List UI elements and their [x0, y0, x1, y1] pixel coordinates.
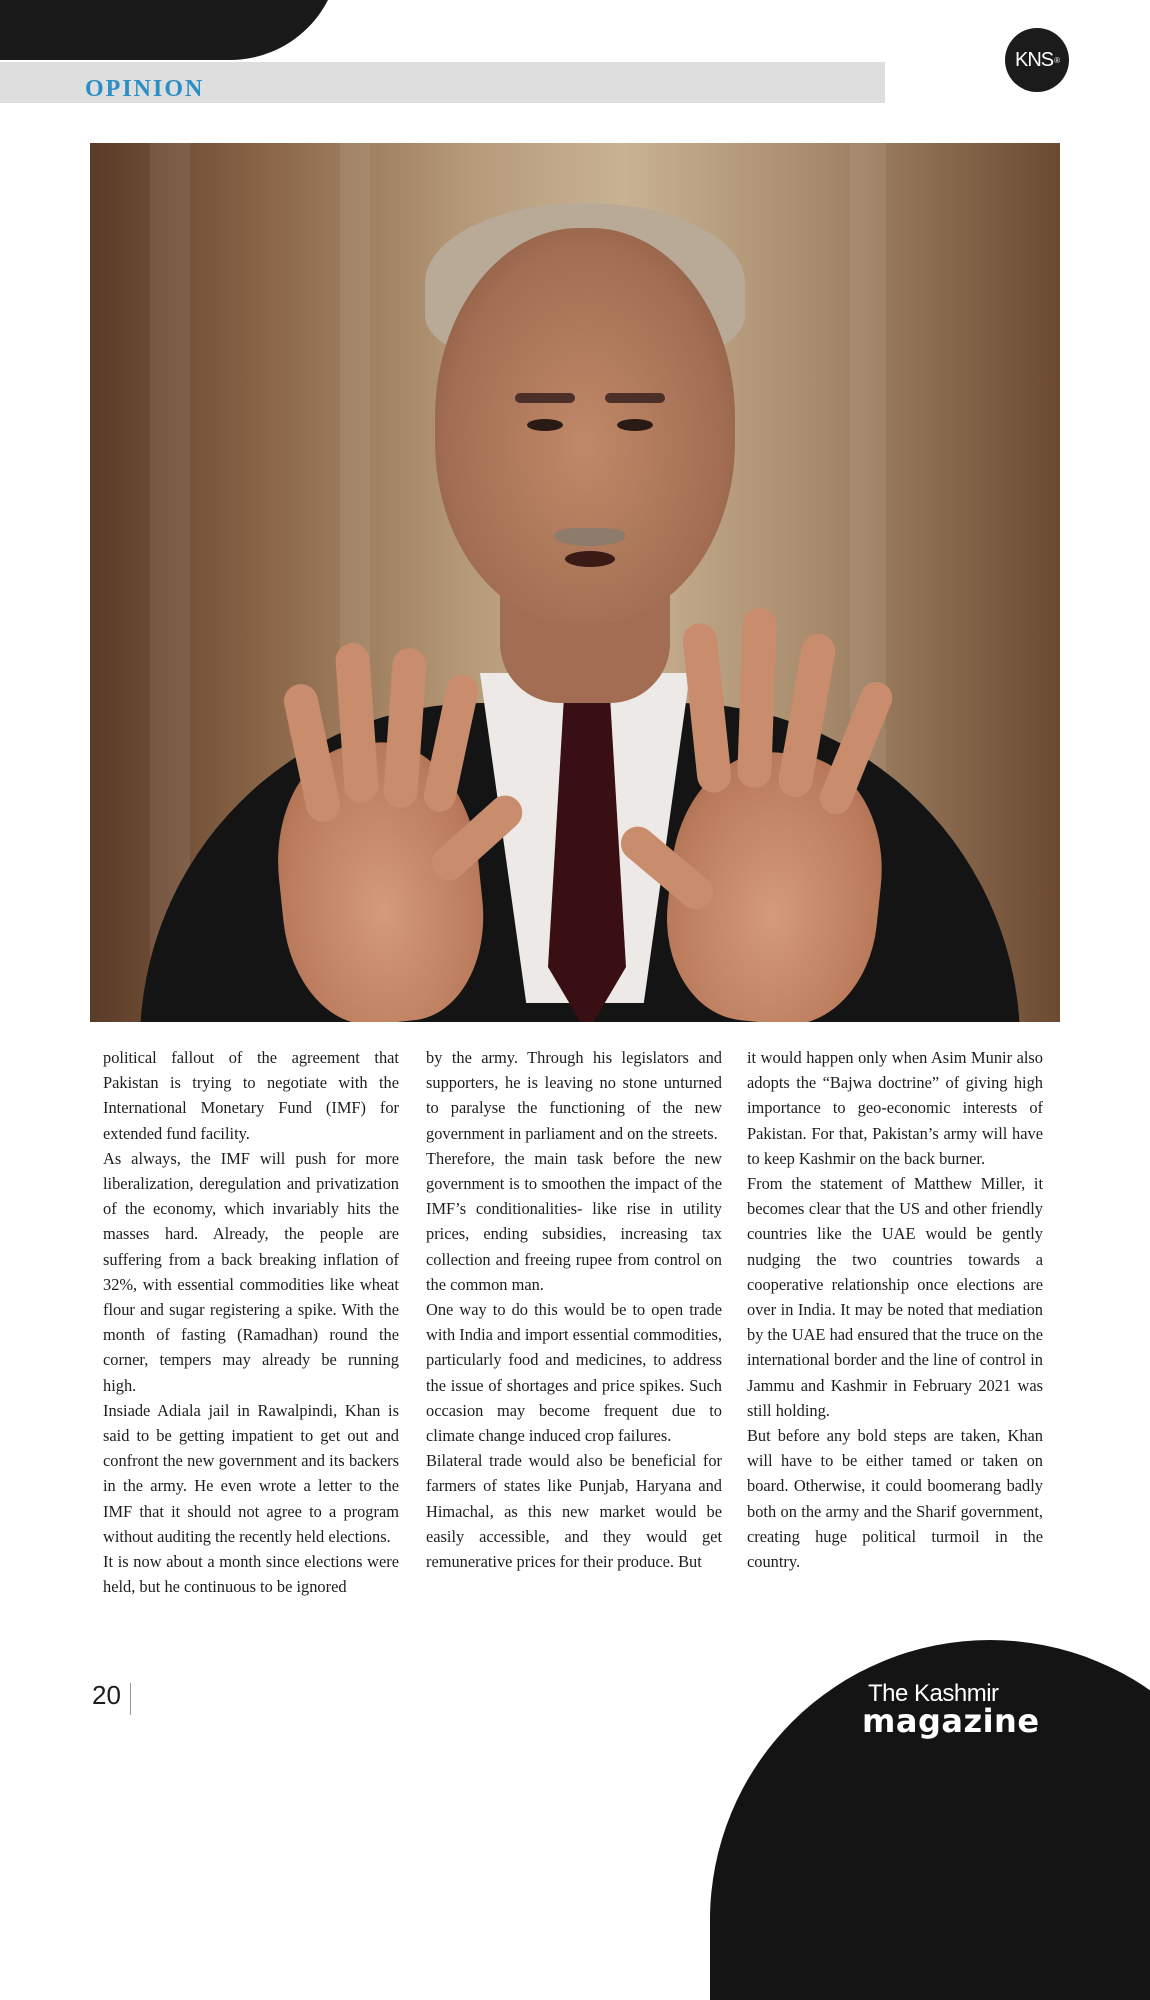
corner-tab-decoration — [0, 0, 340, 60]
brand-logo-top: The Kashmir — [868, 1680, 999, 1707]
right-eyebrow — [605, 393, 665, 403]
right-eye — [617, 419, 653, 431]
page-number-divider — [130, 1683, 131, 1715]
kns-logo-badge — [1005, 28, 1069, 92]
mustache — [555, 528, 625, 546]
paragraph: As always, the IMF will push for more liberalization, deregulation and privatization of the economy, which invariably hits the masses hard. Already, the people are suffering from a back breaking inflation of 32%, with essential commodities like wheat flour and sugar registering a spike. With the month of fasting (Ramadhan) round the corner, tempers may already be running high. — [103, 1148, 399, 1395]
left-eye — [527, 419, 563, 431]
brand-logo-bottom: magazine — [862, 1702, 1040, 1740]
paragraph: Insiade Adiala jail in Rawalpindi, Khan is said to be getting impatient to get out and confront the new government and its backers in the army. He even wrote a letter to the IMF that it should not agree to a program without auditing the recently held elections. — [103, 1400, 399, 1546]
article-photo — [90, 143, 1060, 1022]
paragraph: It is now about a month since elections were held, but he continuous to be ignored — [103, 1552, 399, 1597]
mouth — [565, 551, 615, 567]
paragraph: But before any bold steps are taken, Khan will have to be either tamed or taken on board. Otherwise, it could boomerang badly both on the army and the Sharif government, creating huge political turmoil in the country. — [747, 1426, 1043, 1572]
paragraph: Bilateral trade would also be beneficial for farmers of states like Punjab, Haryana and Himachal, as this new market would be easily accessible, and they would get remunerative prices for their produce. But — [426, 1451, 722, 1572]
paragraph: by the army. Through his legislators and supporters, he is leaving no stone unturned to paralyse the functioning of the new government in parliament and on the streets. — [426, 1048, 722, 1143]
kns-logo-text: KNS — [1014, 48, 1054, 71]
article-column-3 — [747, 1045, 1043, 1574]
section-label: OPINION — [85, 76, 205, 102]
page-number: 20 — [92, 1680, 121, 1710]
article-column-1 — [103, 1045, 399, 1599]
right-hand-finger — [737, 607, 777, 788]
paragraph: From the statement of Matthew Miller, it becomes clear that the US and other friendly countries like the UAE would be gently nudging the two countries towards a cooperative relationship once elections are over in India. It may be noted that mediation by the UAE had ensured that the truce on the international border and the line of control in Jammu and Kashmir in February 2021 was still holding. — [747, 1174, 1043, 1420]
paragraph: it would happen only when Asim Munir also adopts the “Bajwa doctrine” of giving high importance to geo-economic interests of Pakistan. For that, Pakistan’s army will have to keep Kashmir on the back burner. — [747, 1048, 1043, 1168]
paragraph: Therefore, the main task before the new government is to smoothen the impact of the IMF’s conditionalities- like rise in utility prices, ending subsidies, increasing tax collection and freeing rupee from control on the common man. — [426, 1148, 722, 1294]
left-eyebrow — [515, 393, 575, 403]
paragraph: political fallout of the agreement that Pakistan is trying to negotiate with the International Monetary Fund (IMF) for extended fund facility. — [103, 1048, 399, 1143]
paragraph: One way to do this would be to open trade with India and import essential commodities, particularly food and medicines, to address the issue of shortages and price spikes. Such occasion may become frequent due to climate change induced crop failures. — [426, 1300, 722, 1446]
registered-mark: ® — [1054, 55, 1060, 65]
article-column-2 — [426, 1045, 722, 1574]
